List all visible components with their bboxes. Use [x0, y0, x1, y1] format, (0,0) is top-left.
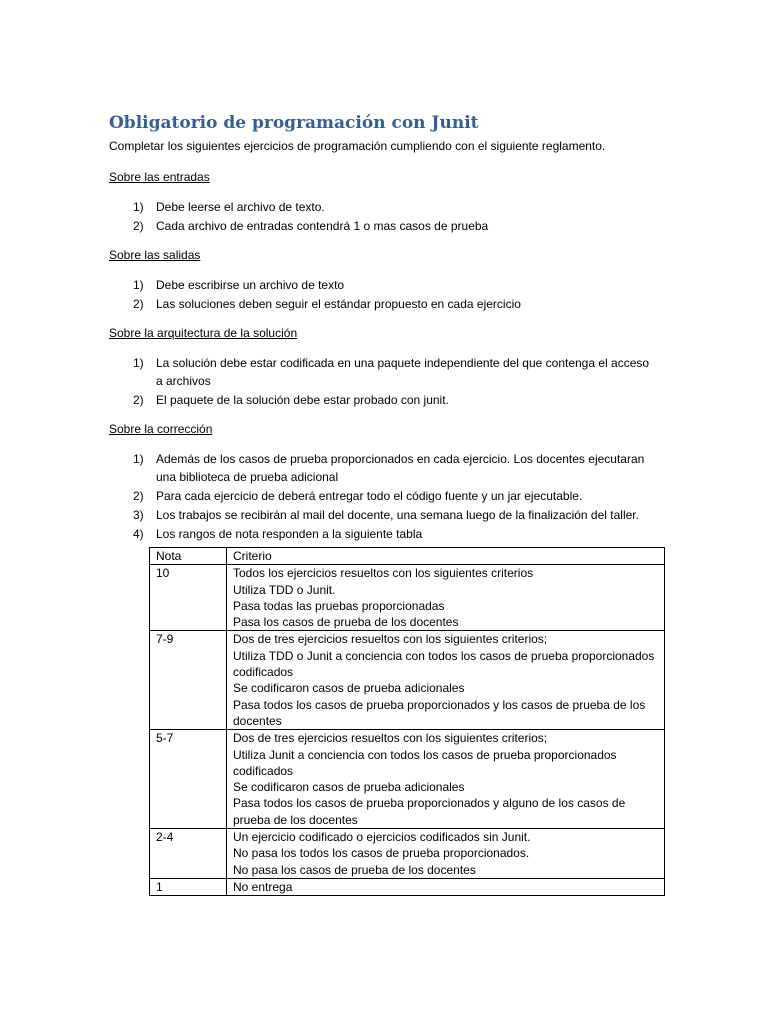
list-item — [109, 217, 656, 235]
section-heading: Sobre las salidas — [109, 248, 201, 262]
section-correccion — [109, 421, 768, 543]
list-item — [109, 487, 656, 505]
list-number: 3) — [133, 508, 144, 522]
criterio-line: Pasa todos los casos de prueba proporcionados y alguno de los casos de prueba de los docentes — [233, 796, 626, 827]
list-item — [109, 276, 656, 294]
nota-cell: 10 — [150, 565, 227, 631]
list-number: 1) — [133, 452, 144, 466]
numbered-list — [109, 354, 768, 409]
section-salidas — [109, 247, 768, 313]
list-item — [109, 450, 656, 486]
list-item-text: Debe leerse el archivo de texto. — [156, 200, 325, 214]
grades-table — [149, 547, 665, 896]
list-number: 2) — [133, 297, 144, 311]
list-item-text: El paquete de la solución debe estar probado con junit. — [156, 393, 449, 407]
criterio-cell — [227, 565, 665, 631]
document-title: Obligatorio de programación con Junit — [109, 113, 479, 133]
criterio-cell — [227, 730, 665, 829]
list-number: 2) — [133, 393, 144, 407]
list-number: 2) — [133, 219, 144, 233]
criterio-line: No pasa los todos los casos de prueba proporcionados. — [233, 846, 530, 861]
list-item-text: Los rangos de nota responden a la siguiente tabla — [156, 527, 423, 541]
numbered-list — [109, 276, 768, 313]
criterio-line: Utiliza Junit a conciencia con todos los casos de prueba proporcionados codificados — [233, 747, 617, 778]
criterio-line: Se codificaron casos de prueba adicionales — [233, 780, 465, 795]
numbered-list — [109, 450, 768, 543]
criterio-line: Pasa los casos de prueba de los docentes — [233, 615, 459, 630]
criterio-line: Dos de tres ejercicios resueltos con los siguientes criterios; — [233, 632, 548, 647]
criterio-line: No entrega — [233, 879, 293, 894]
list-number: 1) — [133, 278, 144, 292]
nota-cell: 7-9 — [150, 631, 227, 730]
criterio-cell — [227, 829, 665, 879]
list-item — [109, 198, 656, 216]
criterio-line: No pasa los casos de prueba de los docentes — [233, 862, 476, 877]
list-number: 4) — [133, 527, 144, 541]
section-heading: Sobre las entradas — [109, 170, 210, 184]
criterio-line: Utiliza TDD o Junit a conciencia con todos los casos de prueba proporcionados codificados — [233, 648, 655, 680]
criterio-line: Todos los ejercicios resueltos con los siguientes criterios — [233, 566, 534, 581]
nota-cell: 5-7 — [150, 730, 227, 829]
section-heading: Sobre la arquitectura de la solución — [109, 326, 298, 340]
criterio-line: Pasa todos los casos de prueba proporcionados y los casos de prueba de los docentes — [233, 697, 646, 728]
criterio-line: Pasa todas las pruebas proporcionadas — [233, 598, 445, 613]
list-number: 1) — [133, 200, 144, 214]
list-number: 1) — [133, 356, 144, 370]
criterio-cell — [227, 631, 665, 730]
table-row — [150, 631, 665, 730]
section-heading: Sobre la corrección — [109, 422, 213, 436]
list-item-text: Además de los casos de prueba proporcionados en cada ejercicio. Los docentes ejecutaran una biblioteca de prueba adicional — [156, 452, 645, 484]
list-item — [109, 295, 656, 313]
criterio-line: Se codificaron casos de prueba adicionales — [233, 681, 465, 696]
list-item — [109, 525, 656, 543]
table-header-criterio: Criterio — [227, 548, 665, 565]
table-row — [150, 878, 665, 895]
section-entradas — [109, 169, 768, 235]
criterio-line: Un ejercicio codificado o ejercicios codificados sin Junit. — [233, 830, 531, 845]
table-header-nota: Nota — [150, 548, 227, 565]
table-row — [150, 829, 665, 879]
list-item-text: Las soluciones deben seguir el estándar propuesto en cada ejercicio — [156, 297, 521, 311]
list-number: 2) — [133, 489, 144, 503]
list-item — [109, 391, 656, 409]
list-item — [109, 506, 656, 524]
numbered-list — [109, 198, 768, 235]
table-row — [150, 730, 665, 829]
criterio-cell — [227, 878, 665, 895]
nota-cell: 2-4 — [150, 829, 227, 879]
list-item-text: Para cada ejercicio de deberá entregar todo el código fuente y un jar ejecutable. — [156, 489, 583, 503]
criterio-line: Dos de tres ejercicios resueltos con los siguientes criterios; — [233, 731, 548, 746]
criterio-line: Utiliza TDD o Junit. — [233, 582, 336, 597]
intro-paragraph: Completar los siguientes ejercicios de programación cumpliendo con el siguiente reglamento. — [109, 139, 606, 153]
table-header-row — [150, 548, 665, 565]
list-item-text: Debe escribirse un archivo de texto — [156, 278, 345, 292]
table-row — [150, 565, 665, 631]
list-item-text: Cada archivo de entradas contendrá 1 o mas casos de prueba — [156, 219, 489, 233]
list-item-text: Los trabajos se recibirán al mail del docente, una semana luego de la finalización del taller. — [156, 508, 639, 522]
list-item-text: La solución debe estar codificada en una paquete independiente del que contenga el acceso a archivos — [156, 356, 650, 388]
list-item — [109, 354, 656, 390]
section-arquitectura — [109, 325, 768, 409]
nota-cell: 1 — [150, 878, 227, 895]
